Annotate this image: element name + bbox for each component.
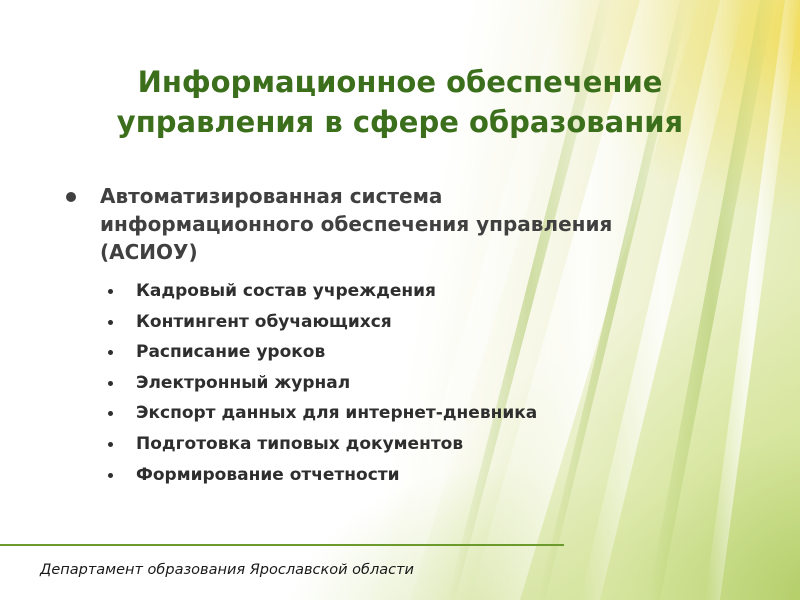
sub-bullet-item-export <box>60 398 750 429</box>
slide-title-line-2: управления в сфере образования <box>116 105 684 139</box>
sub-bullet-text: Кадровый состав учреждения <box>136 281 436 301</box>
main-bullet-line-2: информационного обеспечения управления <box>100 212 613 236</box>
sub-bullet-dot-icon <box>108 411 113 416</box>
sub-bullet-text: Подготовка типовых документов <box>136 433 464 454</box>
sub-bullet-dot-icon <box>108 320 113 325</box>
sub-bullet-dot-icon <box>108 350 113 355</box>
main-bullet-line-1: Автоматизированная система <box>100 184 443 208</box>
footer-divider <box>0 544 564 546</box>
sub-bullet-dot-icon <box>108 473 113 478</box>
main-bullet-line-3: (АСИОУ) <box>100 240 198 264</box>
main-bullet-item <box>60 182 750 266</box>
slide-content <box>60 182 750 490</box>
sub-bullet-text: Формирование отчетности <box>136 464 400 485</box>
sub-bullet-item-documents <box>60 429 750 460</box>
slide-title-line-1: Информационное обеспечение <box>137 65 663 99</box>
sub-bullet-list <box>60 276 750 490</box>
sub-bullet-item-students <box>60 307 750 338</box>
sub-bullet-text: Экспорт данных для интернет-дневника <box>136 403 538 424</box>
sub-bullet-text: Расписание уроков <box>136 342 326 363</box>
slide-title <box>40 62 760 142</box>
sub-bullet-item-schedule <box>60 337 750 368</box>
sub-bullet-dot-icon <box>108 442 113 447</box>
bullet-dot-icon <box>66 192 76 202</box>
sub-bullet-dot-icon <box>108 381 113 386</box>
footer-department-label: Департамент образования Ярославской области <box>40 562 414 578</box>
sub-bullet-item-reporting <box>60 460 750 491</box>
sub-bullet-text: Электронный журнал <box>136 372 351 393</box>
sub-bullet-text: Контингент обучающихся <box>136 311 392 332</box>
sub-bullet-item-staff <box>60 276 750 307</box>
sub-bullet-dot-icon <box>108 289 113 294</box>
sub-bullet-item-journal <box>60 368 750 399</box>
